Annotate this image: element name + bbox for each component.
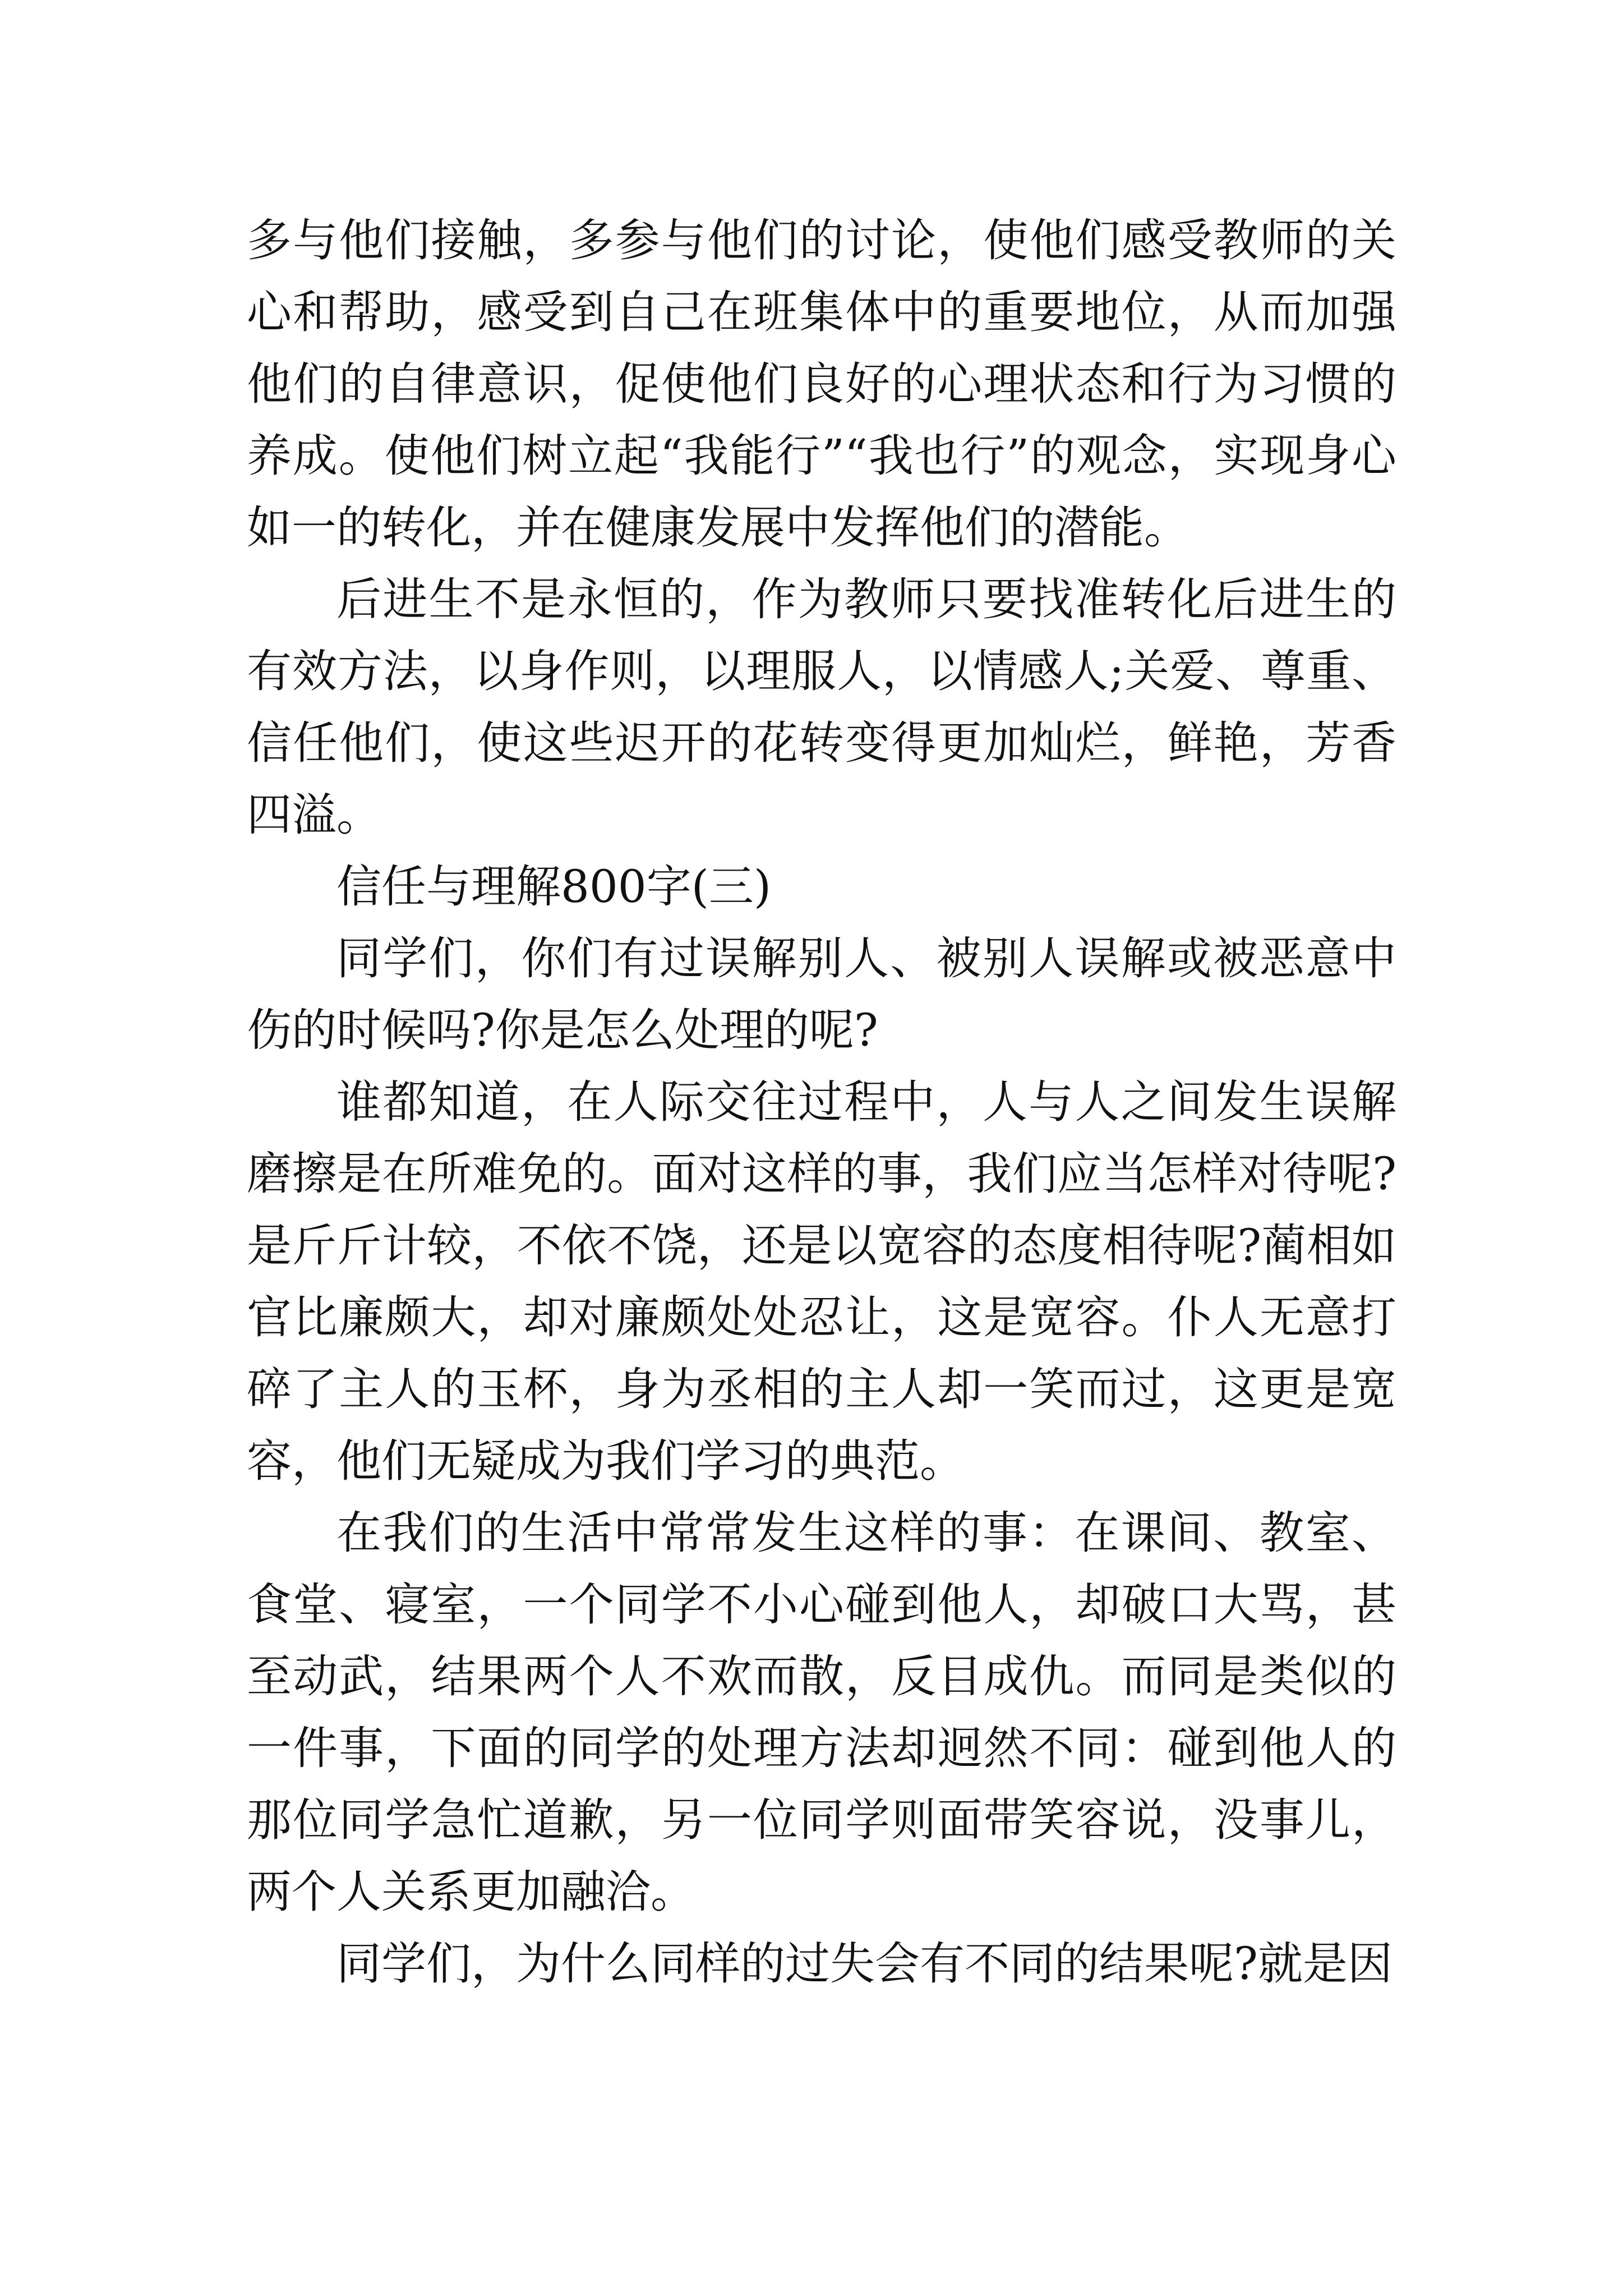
paragraph: 同学们，你们有过误解别人、被别人误解或被恶意中伤的时候吗?你是怎么处理的呢? bbox=[247, 932, 1396, 1056]
section-heading: 信任与理解800字(三) bbox=[336, 861, 772, 913]
paragraph: 在我们的生活中常常发生这样的事：在课间、教室、食堂、寝室，一个同学不小心碰到他人，却破口大骂，甚至动武，结果两个人不欢而散，反目成仇。而同是类似的一件事，下面的同学的处理方法却迥然不同：碰到他人的那位同学急忙道歉，另一位同学则面带笑容说，没事儿，两个人关系更加融洽。 bbox=[247, 1507, 1396, 1918]
body-text bbox=[247, 205, 1396, 2000]
paragraph: 谁都知道，在人际交往过程中，人与人之间发生误解磨擦是在所难免的。面对这样的事，我们应当怎样对待呢?是斤斤计较，不依不饶，还是以宽容的态度相待呢?蔺相如官比廉颇大，却对廉颇处处忍让，这是宽容。仆人无意打碎了主人的玉杯，身为丞相的主人却一笑而过，这更是宽容，他们无疑成为我们学习的典范。 bbox=[247, 1076, 1396, 1487]
paragraph: 多与他们接触，多参与他们的讨论，使他们感受教师的关心和帮助，感受到自己在班集体中的重要地位，从而加强他们的自律意识，促使他们良好的心理状态和行为习惯的养成。使他们树立起“我能行”“我也行”的观念，实现身心如一的转化，并在健康发展中发挥他们的潜能。 bbox=[247, 214, 1396, 554]
paragraph: 同学们，为什么同样的过失会有不同的结果呢?就是因 bbox=[336, 1938, 1393, 1990]
paragraph: 后进生不是永恒的，作为教师只要找准转化后进生的有效方法，以身作则，以理服人，以情感人;关爱、尊重、信任他们，使这些迟开的花转变得更加灿烂，鲜艳，芳香四溢。 bbox=[247, 573, 1396, 841]
